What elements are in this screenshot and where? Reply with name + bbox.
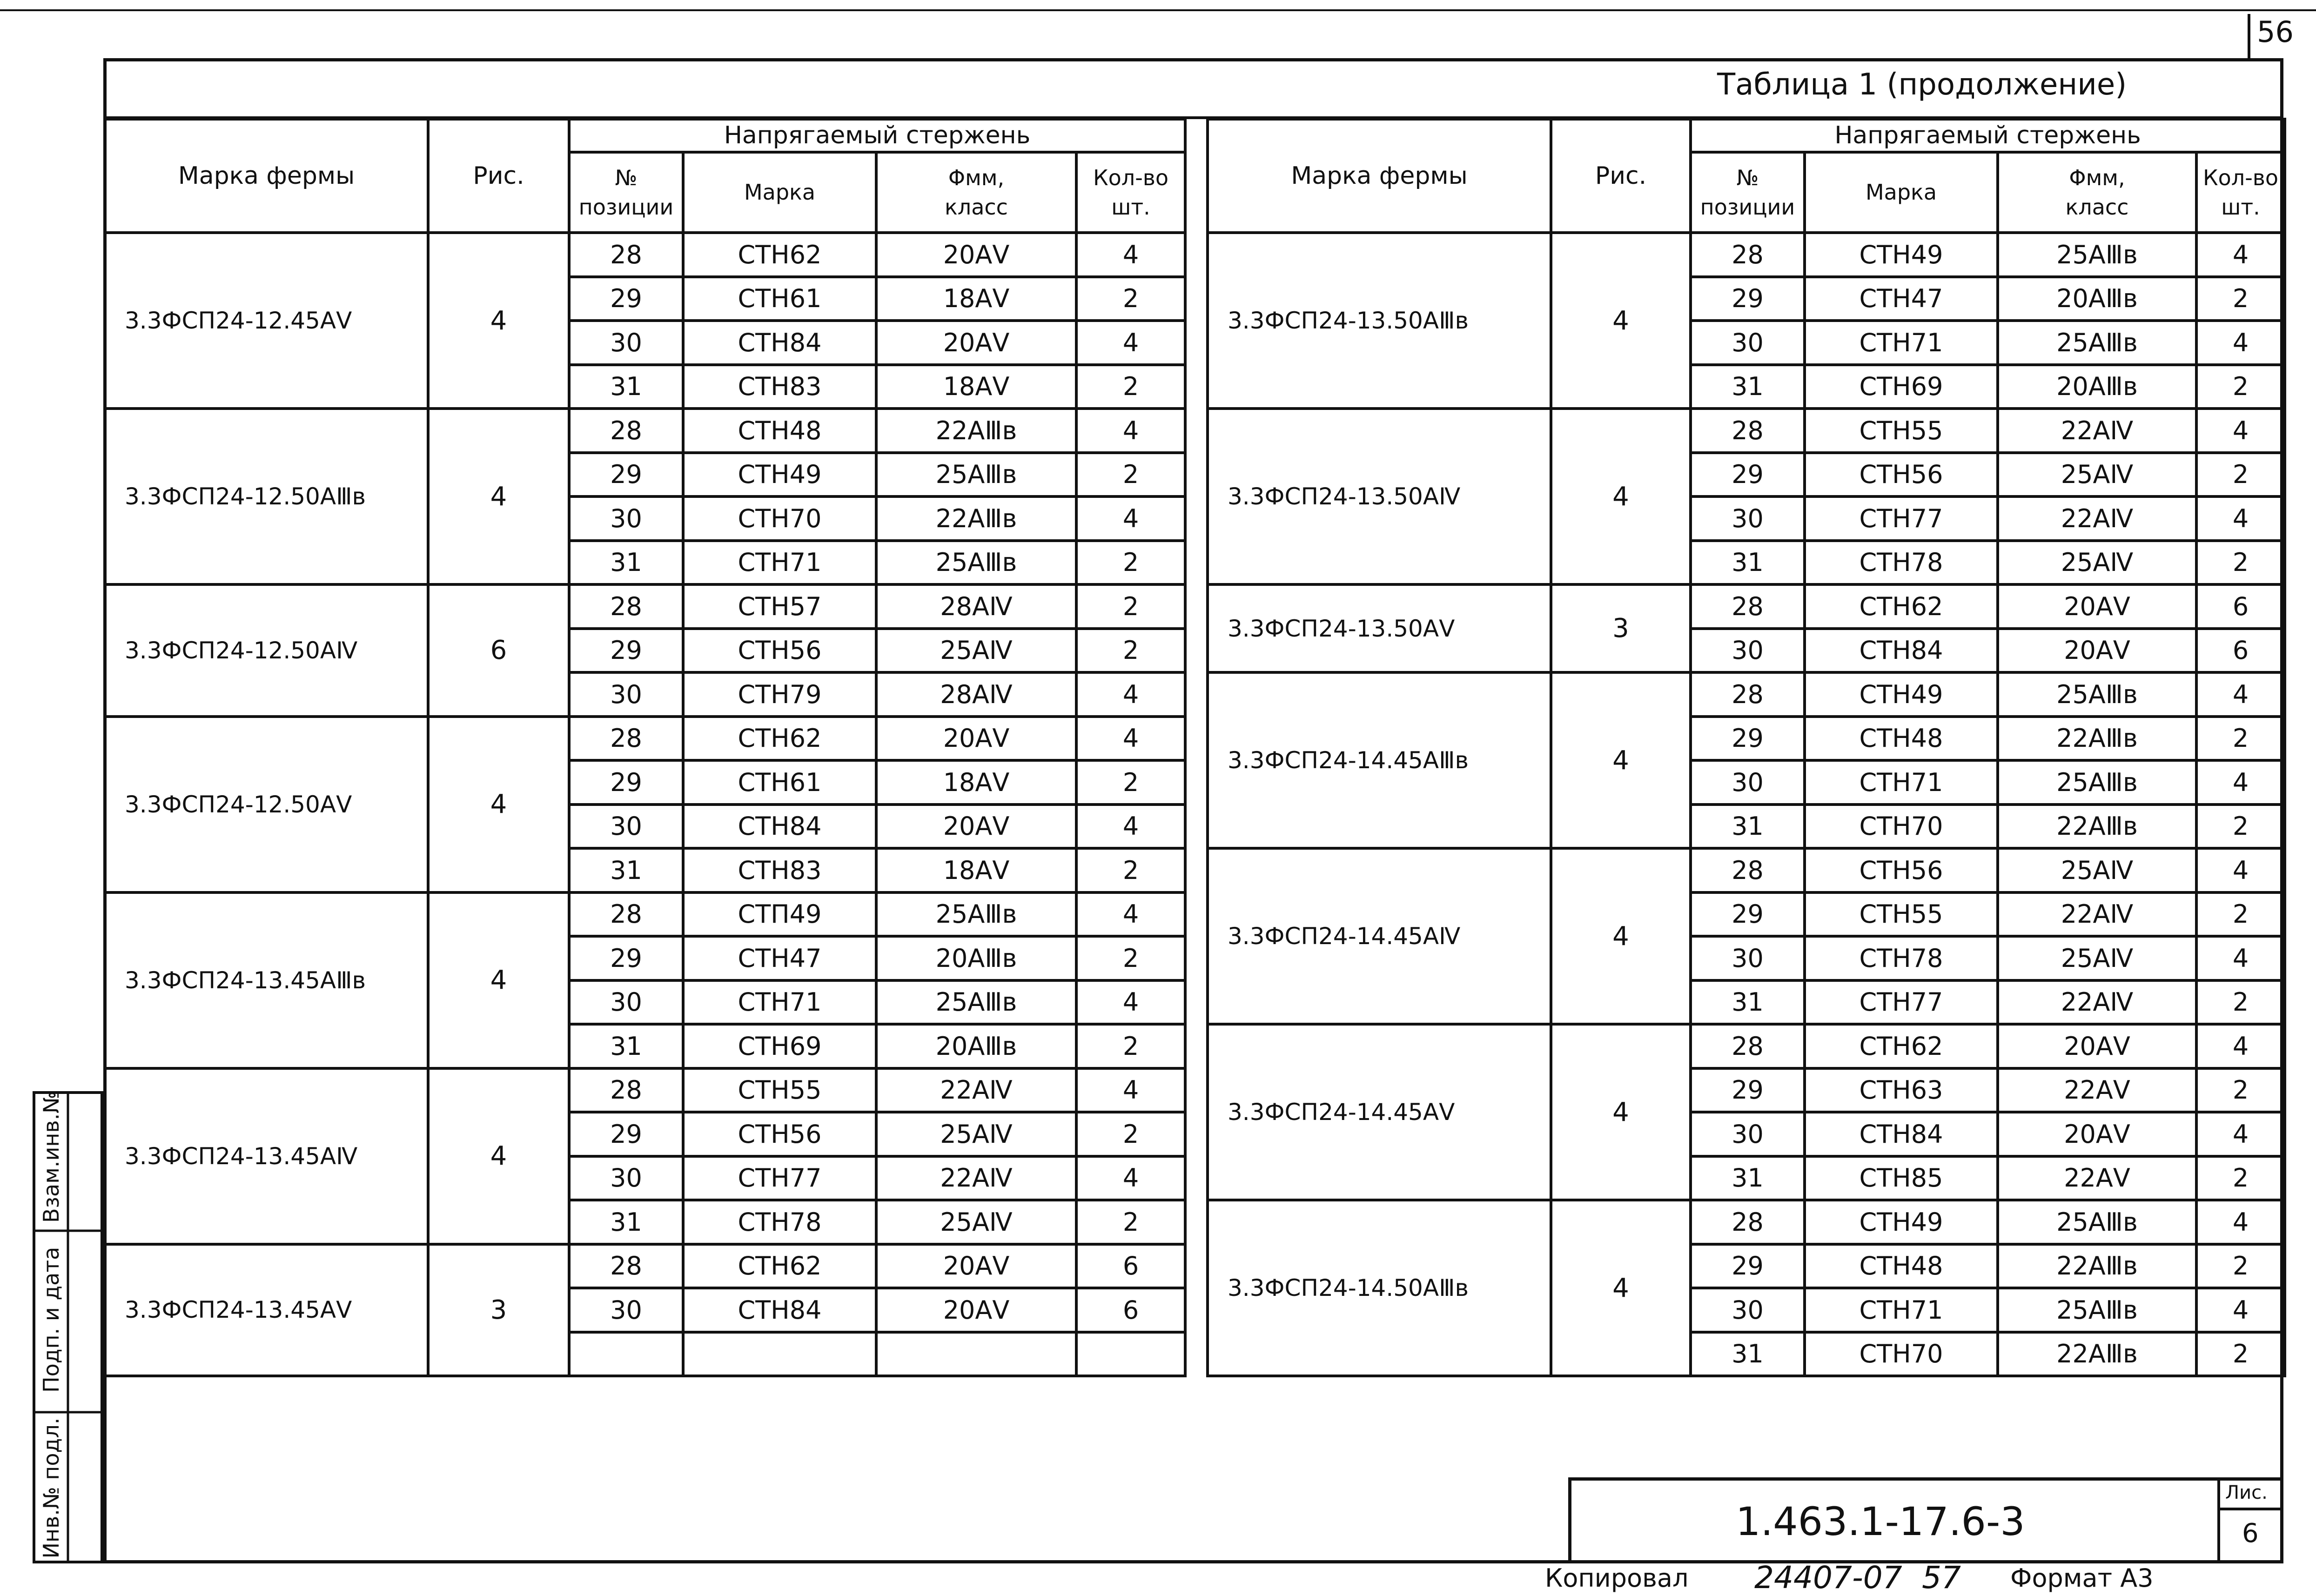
header-diameter-class: Φмм, класс [1998, 152, 2196, 233]
truss-mark: 3.3ФСП24-13.50АⅢв [1208, 233, 1551, 409]
truss-mark: 3.3ФСП24-13.45АⅢв [105, 892, 428, 1068]
quantity-cell: 6 [1076, 1288, 1185, 1332]
rod-mark-cell: СТН70 [1805, 805, 1998, 849]
quantity-cell: 2 [2196, 277, 2285, 321]
quantity-cell: 4 [1076, 717, 1185, 761]
header-rod-mark: Марка [683, 152, 876, 233]
quantity-cell: 2 [2196, 892, 2285, 937]
position-cell: 29 [569, 936, 683, 980]
position-cell: 29 [1691, 453, 1805, 497]
diameter-class-cell: 25АⅢв [1998, 233, 2196, 277]
diameter-class-cell: 22АⅣ [1998, 980, 2196, 1025]
header-position: № позиции [569, 152, 683, 233]
position-cell: 28 [1691, 672, 1805, 717]
diameter-class-cell: 28АⅣ [876, 584, 1076, 629]
quantity-cell: 2 [2196, 805, 2285, 849]
table-row [1208, 1024, 2285, 1068]
position-cell: 29 [1691, 277, 1805, 321]
quantity-cell: 2 [1076, 541, 1185, 585]
position-cell: 31 [569, 1024, 683, 1068]
quantity-cell: 4 [1076, 321, 1185, 365]
truss-mark: 3.3ФСП24-12.50АⅤ [105, 717, 428, 892]
position-cell: 29 [1691, 717, 1805, 761]
position-cell: 29 [569, 629, 683, 673]
quantity-cell: 4 [1076, 233, 1185, 277]
diameter-class-cell: 20АⅢв [1998, 277, 2196, 321]
quantity-cell: 2 [2196, 980, 2285, 1025]
position-cell: 28 [569, 1068, 683, 1113]
rod-mark-cell: СТН69 [683, 1024, 876, 1068]
header-mark: Марка фермы [1208, 119, 1551, 233]
footer-order-num: 57 [1922, 1560, 1961, 1596]
table-row [1208, 672, 2285, 717]
rod-mark-cell: СТН49 [1805, 233, 1998, 277]
figure-number: 3 [428, 1244, 569, 1376]
diameter-class-cell: 25АⅢв [1998, 1288, 2196, 1332]
quantity-cell: 4 [2196, 321, 2285, 365]
position-cell: 28 [1691, 584, 1805, 629]
diameter-class-cell: 22АⅣ [1998, 496, 2196, 541]
position-cell: 31 [569, 541, 683, 585]
position-cell: 31 [1691, 541, 1805, 585]
diameter-class-cell: 22АⅤ [1998, 1156, 2196, 1200]
figure-number: 4 [1551, 1200, 1691, 1376]
rod-mark-cell: СТН78 [683, 1200, 876, 1244]
diameter-class-cell: 25АⅣ [1998, 936, 2196, 980]
figure-number: 4 [428, 717, 569, 892]
figure-number: 4 [1551, 409, 1691, 584]
position-cell: 31 [1691, 1332, 1805, 1376]
rod-mark-cell: СТН77 [1805, 496, 1998, 541]
position-cell: 30 [569, 321, 683, 365]
figure-number: 3 [1551, 584, 1691, 672]
rod-mark-cell: СТН57 [683, 584, 876, 629]
diameter-class-cell: 25АⅣ [1998, 453, 2196, 497]
figure-number: 4 [1551, 672, 1691, 848]
rod-mark-cell: СТН62 [683, 717, 876, 761]
rod-mark-cell: СТН69 [1805, 365, 1998, 409]
table-row [105, 1244, 1185, 1288]
position-cell: 30 [569, 980, 683, 1025]
stamp-sheet-divider [2220, 1508, 2283, 1510]
header-figure: Рис. [428, 119, 569, 233]
quantity-cell: 4 [1076, 892, 1185, 937]
diameter-class-cell: 18АⅤ [876, 848, 1076, 892]
position-cell: 30 [569, 496, 683, 541]
position-cell: 30 [1691, 496, 1805, 541]
side-inv-no: Инв.№ подл. [39, 1417, 64, 1559]
diameter-class-cell: 20АⅢв [876, 936, 1076, 980]
quantity-cell: 4 [2196, 760, 2285, 805]
position-cell: 30 [569, 1288, 683, 1332]
quantity-cell: 4 [2196, 409, 2285, 453]
stamp-sheet-label: Лис. [2225, 1482, 2268, 1503]
rod-mark-cell: СТН55 [1805, 409, 1998, 453]
page-number: 56 [2257, 15, 2294, 49]
diameter-class-cell: 25АⅣ [1998, 848, 2196, 892]
rod-mark-cell: СТН49 [1805, 1200, 1998, 1244]
stamp-sheet-value: 6 [2242, 1518, 2259, 1549]
truss-mark: 3.3ФСП24-13.50АⅤ [1208, 584, 1551, 672]
quantity-cell: 2 [1076, 629, 1185, 673]
position-cell: 30 [1691, 936, 1805, 980]
rod-mark-cell: СТН84 [1805, 629, 1998, 673]
position-cell: 31 [569, 848, 683, 892]
quantity-cell: 2 [1076, 760, 1185, 805]
quantity-cell: 4 [2196, 233, 2285, 277]
figure-number: 4 [428, 892, 569, 1068]
quantity-cell: 2 [2196, 1332, 2285, 1376]
position-cell: 28 [1691, 1200, 1805, 1244]
diameter-class-cell: 25АⅢв [876, 541, 1076, 585]
position-cell: 31 [569, 1200, 683, 1244]
position-cell: 31 [1691, 1156, 1805, 1200]
table-row [1208, 233, 2285, 277]
document-code: 1.463.1-17.6-3 [1736, 1499, 2025, 1544]
diameter-class-cell [876, 1332, 1076, 1376]
truss-mark: 3.3ФСП24-14.45АⅣ [1208, 848, 1551, 1024]
truss-mark: 3.3ФСП24-14.45АⅤ [1208, 1024, 1551, 1200]
diameter-class-cell: 20АⅤ [1998, 584, 2196, 629]
position-cell [569, 1332, 683, 1376]
quantity-cell: 2 [1076, 453, 1185, 497]
top-rule [0, 9, 2316, 11]
quantity-cell: 2 [1076, 848, 1185, 892]
diameter-class-cell: 22АⅣ [1998, 409, 2196, 453]
truss-mark: 3.3ФСП24-14.45АⅢв [1208, 672, 1551, 848]
position-cell: 28 [1691, 1024, 1805, 1068]
rod-mark-cell: СТН48 [1805, 1244, 1998, 1288]
diameter-class-cell: 20АⅤ [876, 805, 1076, 849]
position-cell: 30 [1691, 1288, 1805, 1332]
diameter-class-cell: 22АⅣ [876, 1156, 1076, 1200]
diameter-class-cell: 25АⅢв [876, 980, 1076, 1025]
rod-mark-cell: СТН47 [1805, 277, 1998, 321]
table-row [105, 233, 1185, 277]
quantity-cell: 6 [2196, 629, 2285, 673]
position-cell: 30 [569, 1156, 683, 1200]
footer-copied: Копировал [1545, 1563, 1689, 1593]
header-rod-group: Напрягаемый стержень [1691, 119, 2285, 152]
quantity-cell: 2 [1076, 365, 1185, 409]
header-figure: Рис. [1551, 119, 1691, 233]
rod-mark-cell: СТН71 [1805, 1288, 1998, 1332]
table-row [105, 717, 1185, 761]
rod-mark-cell: СТН47 [683, 936, 876, 980]
table-title: Таблица 1 (продолжение) [1717, 67, 2127, 102]
diameter-class-cell: 22АⅢв [1998, 717, 2196, 761]
rod-mark-cell: СТН77 [683, 1156, 876, 1200]
rod-mark-cell: СТН48 [683, 409, 876, 453]
quantity-cell: 2 [2196, 365, 2285, 409]
footer-format: Формат А3 [2010, 1563, 2154, 1593]
rod-mark-cell: СТН56 [683, 629, 876, 673]
diameter-class-cell: 25АⅢв [876, 453, 1076, 497]
quantity-cell: 4 [1076, 980, 1185, 1025]
quantity-cell: 2 [2196, 453, 2285, 497]
header-mark: Марка фермы [105, 119, 428, 233]
diameter-class-cell: 20АⅢв [876, 1024, 1076, 1068]
rod-mark-cell: СТН56 [1805, 453, 1998, 497]
quantity-cell: 2 [1076, 1112, 1185, 1156]
diameter-class-cell: 28АⅣ [876, 672, 1076, 717]
rod-mark-cell: СТН70 [1805, 1332, 1998, 1376]
diameter-class-cell: 25АⅢв [1998, 760, 2196, 805]
quantity-cell: 2 [1076, 1024, 1185, 1068]
rod-mark-cell: СТН71 [1805, 760, 1998, 805]
rod-mark-cell: СТН83 [683, 848, 876, 892]
side-replace-inv: Взам.инв.№ [39, 1091, 64, 1223]
position-cell: 31 [1691, 980, 1805, 1025]
rod-mark-cell: СТН62 [683, 233, 876, 277]
diameter-class-cell: 25АⅢв [1998, 1200, 2196, 1244]
table-row [1208, 409, 2285, 453]
quantity-cell [1076, 1332, 1185, 1376]
rod-mark-cell: СТН71 [1805, 321, 1998, 365]
diameter-class-cell: 20АⅤ [876, 1288, 1076, 1332]
position-cell: 28 [1691, 233, 1805, 277]
diameter-class-cell: 20АⅤ [876, 233, 1076, 277]
rod-mark-cell: СТН62 [1805, 1024, 1998, 1068]
quantity-cell: 4 [2196, 1200, 2285, 1244]
position-cell: 28 [569, 717, 683, 761]
position-cell: 29 [569, 277, 683, 321]
position-cell: 29 [569, 1112, 683, 1156]
truss-mark: 3.3ФСП24-13.50АⅣ [1208, 409, 1551, 584]
rod-mark-cell: СТН49 [683, 453, 876, 497]
quantity-cell: 2 [2196, 541, 2285, 585]
quantity-cell: 4 [2196, 1112, 2285, 1156]
figure-number: 4 [1551, 233, 1691, 409]
figure-number: 6 [428, 584, 569, 717]
figure-number: 4 [428, 1068, 569, 1244]
table-row [1208, 584, 2285, 629]
quantity-cell: 6 [2196, 584, 2285, 629]
diameter-class-cell: 25АⅣ [876, 629, 1076, 673]
quantity-cell: 4 [2196, 936, 2285, 980]
figure-number: 4 [428, 233, 569, 409]
diameter-class-cell: 22АⅢв [1998, 1244, 2196, 1288]
diameter-class-cell: 18АⅤ [876, 760, 1076, 805]
right-specification-table [1206, 118, 2286, 1377]
diameter-class-cell: 20АⅢв [1998, 365, 2196, 409]
position-cell: 30 [569, 805, 683, 849]
quantity-cell: 4 [1076, 1156, 1185, 1200]
quantity-cell: 4 [1076, 805, 1185, 849]
truss-mark: 3.3ФСП24-13.45АⅣ [105, 1068, 428, 1244]
figure-number: 4 [1551, 1024, 1691, 1200]
quantity-cell: 4 [1076, 409, 1185, 453]
left-specification-table [103, 118, 1187, 1377]
diameter-class-cell: 22АⅢв [1998, 805, 2196, 849]
position-cell: 30 [1691, 1112, 1805, 1156]
diameter-class-cell: 20АⅤ [876, 1244, 1076, 1288]
rod-mark-cell: СТП49 [683, 892, 876, 937]
table-row [105, 892, 1185, 937]
rod-mark-cell: СТН83 [683, 365, 876, 409]
position-cell: 28 [569, 1244, 683, 1288]
quantity-cell: 2 [1076, 277, 1185, 321]
rod-mark-cell: СТН84 [683, 1288, 876, 1332]
rod-mark-cell: СТН55 [1805, 892, 1998, 937]
rod-mark-cell: СТН61 [683, 760, 876, 805]
inventory-side-strip [33, 1091, 103, 1563]
figure-number: 4 [1551, 848, 1691, 1024]
rod-mark-cell: СТН84 [1805, 1112, 1998, 1156]
diameter-class-cell: 25АⅣ [876, 1200, 1076, 1244]
truss-mark: 3.3ФСП24-12.50АⅣ [105, 584, 428, 717]
quantity-cell: 4 [1076, 1068, 1185, 1113]
diameter-class-cell: 20АⅤ [1998, 629, 2196, 673]
rod-mark-cell: СТН71 [683, 980, 876, 1025]
rod-mark-cell: СТН62 [683, 1244, 876, 1288]
position-cell: 30 [569, 672, 683, 717]
header-rod-group: Напрягаемый стержень [569, 119, 1185, 152]
quantity-cell: 2 [1076, 1200, 1185, 1244]
rod-mark-cell: СТН61 [683, 277, 876, 321]
header-quantity: Кол-во шт. [1076, 152, 1185, 233]
diameter-class-cell: 22АⅢв [876, 409, 1076, 453]
truss-mark: 3.3ФСП24-13.45АⅤ [105, 1244, 428, 1376]
rod-mark-cell: СТН62 [1805, 584, 1998, 629]
diameter-class-cell: 20АⅤ [876, 321, 1076, 365]
position-cell: 29 [569, 453, 683, 497]
header-rod-mark: Марка [1805, 152, 1998, 233]
diameter-class-cell: 18АⅤ [876, 277, 1076, 321]
quantity-cell: 4 [2196, 672, 2285, 717]
diameter-class-cell: 18АⅤ [876, 365, 1076, 409]
diameter-class-cell: 20АⅤ [1998, 1112, 2196, 1156]
rod-mark-cell: СТН55 [683, 1068, 876, 1113]
diameter-class-cell: 25АⅣ [1998, 541, 2196, 585]
table-row [105, 1068, 1185, 1113]
position-cell: 28 [1691, 409, 1805, 453]
position-cell: 28 [569, 584, 683, 629]
quantity-cell: 4 [1076, 496, 1185, 541]
header-position: № позиции [1691, 152, 1805, 233]
rod-mark-cell [683, 1332, 876, 1376]
position-cell: 30 [1691, 321, 1805, 365]
rod-mark-cell: СТН78 [1805, 541, 1998, 585]
side-sign-date: Подп. и дата [39, 1247, 64, 1393]
header-quantity: Кол-во шт. [2196, 152, 2285, 233]
position-cell: 29 [1691, 1244, 1805, 1288]
position-cell: 30 [1691, 629, 1805, 673]
quantity-cell: 2 [2196, 1068, 2285, 1113]
rod-mark-cell: СТН48 [1805, 717, 1998, 761]
position-cell: 29 [569, 760, 683, 805]
footer-order: 24407-07 [1754, 1560, 1902, 1596]
diameter-class-cell: 22АⅣ [1998, 892, 2196, 937]
rod-mark-cell: СТН77 [1805, 980, 1998, 1025]
position-cell: 30 [1691, 760, 1805, 805]
diameter-class-cell: 20АⅤ [1998, 1024, 2196, 1068]
rod-mark-cell: СТН78 [1805, 936, 1998, 980]
position-cell: 31 [569, 365, 683, 409]
rod-mark-cell: СТН70 [683, 496, 876, 541]
diameter-class-cell: 25АⅢв [1998, 321, 2196, 365]
rod-mark-cell: СТН84 [683, 321, 876, 365]
truss-mark: 3.3ФСП24-12.45АⅤ [105, 233, 428, 409]
table-row [1208, 848, 2285, 892]
position-cell: 28 [569, 409, 683, 453]
position-cell: 28 [569, 892, 683, 937]
position-cell: 29 [1691, 1068, 1805, 1113]
rod-mark-cell: СТН56 [1805, 848, 1998, 892]
diameter-class-cell: 25АⅣ [876, 1112, 1076, 1156]
rod-mark-cell: СТН56 [683, 1112, 876, 1156]
quantity-cell: 4 [2196, 1288, 2285, 1332]
position-cell: 28 [569, 233, 683, 277]
quantity-cell: 4 [2196, 496, 2285, 541]
rod-mark-cell: СТН71 [683, 541, 876, 585]
quantity-cell: 2 [2196, 717, 2285, 761]
table-row [1208, 1200, 2285, 1244]
quantity-cell: 2 [2196, 1156, 2285, 1200]
diameter-class-cell: 22АⅣ [876, 1068, 1076, 1113]
position-cell: 31 [1691, 365, 1805, 409]
diameter-class-cell: 25АⅢв [1998, 672, 2196, 717]
rod-mark-cell: СТН49 [1805, 672, 1998, 717]
position-cell: 28 [1691, 848, 1805, 892]
table-row [105, 584, 1185, 629]
truss-mark: 3.3ФСП24-12.50АⅢв [105, 409, 428, 584]
table-row [105, 409, 1185, 453]
header-diameter-class: Φмм, класс [876, 152, 1076, 233]
rod-mark-cell: СТН63 [1805, 1068, 1998, 1113]
truss-mark: 3.3ФСП24-14.50АⅢв [1208, 1200, 1551, 1376]
diameter-class-cell: 20АⅤ [876, 717, 1076, 761]
quantity-cell: 6 [1076, 1244, 1185, 1288]
position-cell: 29 [1691, 892, 1805, 937]
quantity-cell: 2 [2196, 1244, 2285, 1288]
quantity-cell: 2 [1076, 584, 1185, 629]
quantity-cell: 4 [2196, 1024, 2285, 1068]
diameter-class-cell: 25АⅢв [876, 892, 1076, 937]
diameter-class-cell: 22АⅢв [1998, 1332, 2196, 1376]
rod-mark-cell: СТН85 [1805, 1156, 1998, 1200]
quantity-cell: 2 [1076, 936, 1185, 980]
diameter-class-cell: 22АⅤ [1998, 1068, 2196, 1113]
position-cell: 31 [1691, 805, 1805, 849]
quantity-cell: 4 [2196, 848, 2285, 892]
rod-mark-cell: СТН79 [683, 672, 876, 717]
figure-number: 4 [428, 409, 569, 584]
diameter-class-cell: 22АⅢв [876, 496, 1076, 541]
rod-mark-cell: СТН84 [683, 805, 876, 849]
quantity-cell: 4 [1076, 672, 1185, 717]
